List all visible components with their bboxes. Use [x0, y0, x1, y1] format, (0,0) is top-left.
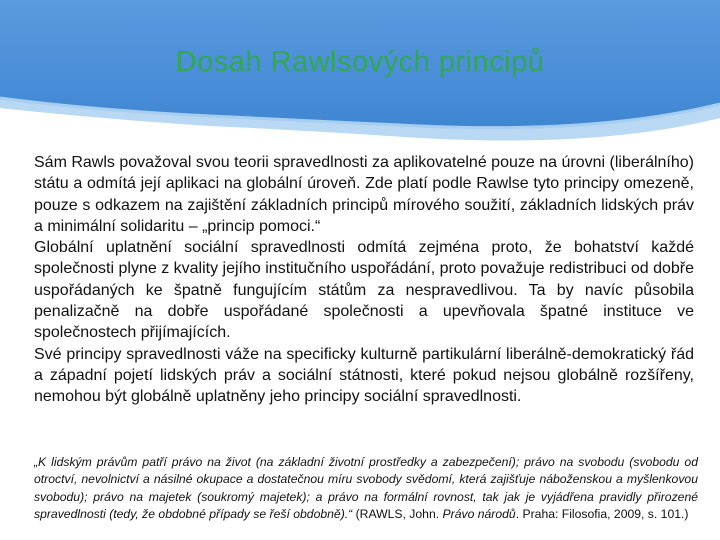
quote-text: „K lidským právům patří právo na život (na základní životní prostředky a zabezpečení); právo na svobodu (svobodu od otroctví, nevolnictví a násilné okupace a dostatečnou míru svobody svědomí, která zajišťuje náboženskou a myšlenkovou svobodu); právo na majetek (soukromý majetek); a právo na formální rovnost, tak jak je vyjádřena pravidly přirozené spravedlnosti (tedy, že obdobné případy se řeší obdobně).“ [34, 455, 698, 521]
quote-citation-author: (RAWLS, John. [352, 506, 443, 521]
paragraph-3: Své principy spravedlnosti váže na specificky kulturně partikulární liberálně-demokratický řád a západní pojetí lidských práv a sociální státnosti, které pokud nejsou globálně rozšířeny, nemohou být globálně uplatněny jeho principy sociální spravedlnosti. [34, 345, 694, 406]
slide-title: Dosah Rawlsových principů [175, 46, 545, 78]
paragraph-2: Globální uplatnění sociální spravedlnosti odmítá zejména proto, že bohatství každé společnosti plyne z kvality jejího institučního uspořádání, proto považuje redistribuci od dobře uspořádaných ke špatně fungujícím státům za nespravedlivou. Ta by navíc působila penalizačně na dobře uspořádané společnosti a upevňovala špatné instituce ve společnostech přijímajících. [34, 239, 694, 342]
rawls-quote [34, 454, 698, 523]
slide-body [34, 152, 694, 408]
quote-citation-rest: . Praha: Filosofia, 2009, s. 101.) [515, 506, 689, 521]
paragraph-1: Sám Rawls považoval svou teorii spravedlnosti za aplikovatelné pouze na úrovni (liberálního) státu a odmítá její aplikaci na globální úroveň. Zde platí podle Rawlse tyto principy omezeně, pouze s odkazem na zajištění základních principů mírového soužití, základních lidských práv a minimální solidaritu – „princip pomoci.“ [34, 154, 694, 235]
quote-citation-title: Právo národů [442, 506, 516, 521]
